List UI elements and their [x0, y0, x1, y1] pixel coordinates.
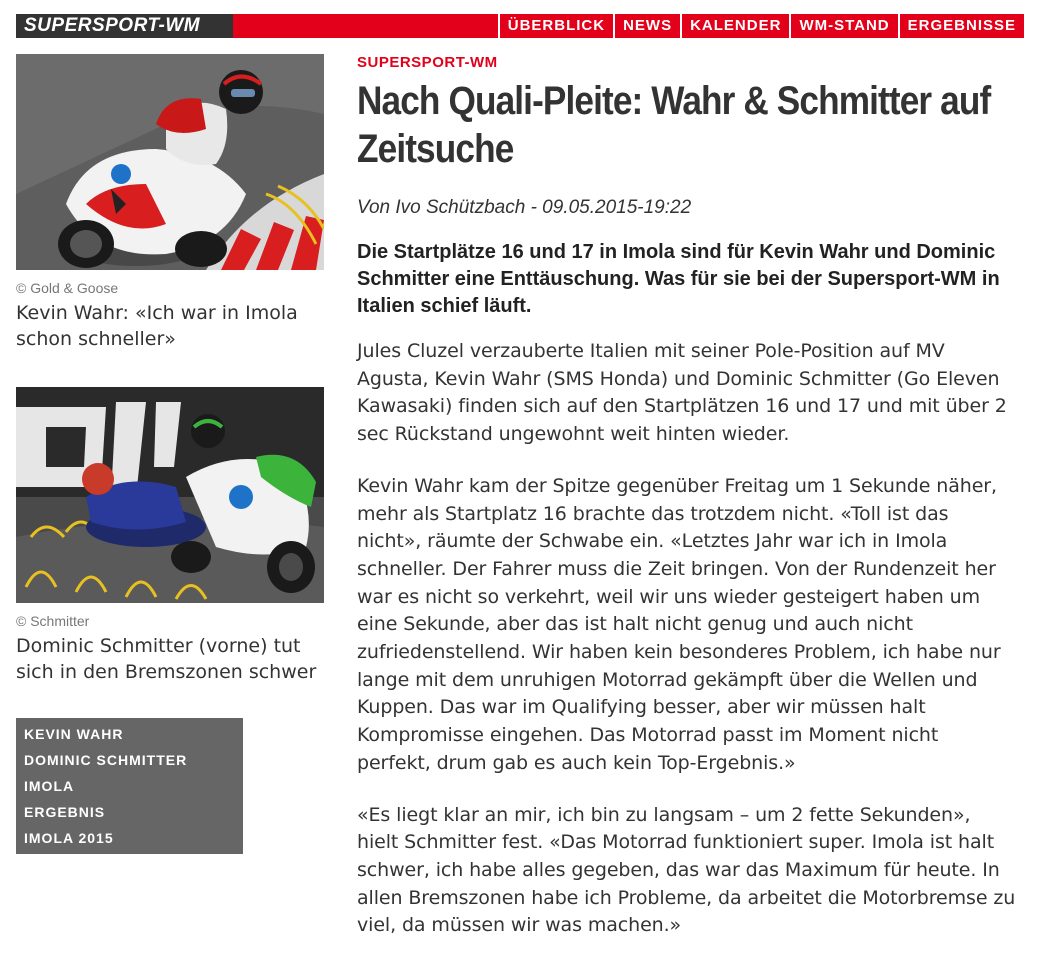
section-label[interactable]: SUPERSPORT-WM	[16, 14, 233, 38]
article-paragraph: «Es liegt klar an mir, ich bin zu langsam – um 2 fette Sekunden», hielt Schmitter fest. «Das Motorrad funktioniert super. Imola ist halt schwer, ich habe alles gegeben, das war das Maximum für heute. In allen Bremszonen habe ich Probleme, da arbeitet die Motorbremse zu viel, da müssen wir was machen.»	[357, 803, 1016, 937]
sidebar	[16, 54, 324, 854]
motorcycle-rider-photo	[16, 54, 324, 270]
article-byline: Von Ivo Schützbach - 09.05.2015-19:22	[357, 197, 692, 218]
top-bar	[16, 14, 1024, 38]
nav-item-wm-stand[interactable]: WM-STAND	[789, 14, 897, 38]
article-kicker[interactable]: SUPERSPORT-WM	[357, 54, 498, 71]
article-headline: Nach Quali-Pleite: Wahr & Schmitter auf Zeitsuche	[357, 79, 991, 171]
photo-credit: © Schmitter	[16, 613, 90, 629]
nav-item-ueberblick[interactable]: ÜBERBLICK	[498, 14, 613, 38]
nav-bar	[233, 14, 1024, 38]
nav-item-kalender[interactable]: KALENDER	[680, 14, 789, 38]
tag-kevin-wahr[interactable]: KEVIN WAHR	[24, 726, 124, 742]
article-lead: Die Startplätze 16 und 17 in Imola sind für Kevin Wahr und Dominic Schmitter eine Enttäuschung. Was für sie bei der Supersport-WM in Italien schief läuft.	[357, 241, 1000, 317]
tag-dominic-schmitter[interactable]: DOMINIC SCHMITTER	[24, 752, 188, 768]
photo-caption: Kevin Wahr: «Ich war in Imola schon schneller»	[16, 302, 298, 350]
article-paragraph: Kevin Wahr kam der Spitze gegenüber Freitag um 1 Sekunde näher, mehr als Startplatz 16 brachte das trotzdem nicht. «Toll ist das nicht», räumte der Schwabe ein. «Letztes Jahr war ich in Imola schneller. Der Fahrer muss die Zeit bringen. Von der Rundenzeit her war es nicht so verkehrt, weil wir uns wieder gesteigert haben um eine Sekunde, aber das ist halt nicht genug und auch nicht zufriedenstellend. Wir haben kein besonderes Problem, ich habe nur lange mit dem unruhigen Motorrad gekämpft über die Wellen und Kuppen. Das war im Qualifying besser, aber wir müssen halt Kompromisse eingehen. Das Motorrad passt im Moment nicht perfekt, drum gab es auch kein Top-Ergebnis.»	[357, 474, 1001, 774]
article-paragraph: Jules Cluzel verzauberte Italien mit seiner Pole-Position auf MV Agusta, Kevin Wahr (SMS Honda) und Dominic Schmitter (Go Eleven Kawasaki) finden sich auf den Startplätzen 16 und 17 und mit über 2 sec Rückstand ungewohnt weit hinten wieder.	[357, 340, 1007, 446]
tag-ergebnis[interactable]: ERGEBNIS	[24, 804, 106, 820]
photo-credit: © Gold & Goose	[16, 280, 119, 296]
nav-item-news[interactable]: NEWS	[613, 14, 680, 38]
tag-imola[interactable]: IMOLA	[24, 778, 75, 794]
photo-kevin-wahr[interactable]	[16, 54, 324, 270]
photo-dominic-schmitter[interactable]	[16, 387, 324, 603]
photo-caption: Dominic Schmitter (vorne) tut sich in den Bremszonen schwer	[16, 635, 317, 683]
section-nav	[498, 14, 1024, 38]
tag-list	[16, 718, 243, 854]
motorcycle-racing-photo	[16, 387, 324, 603]
article	[357, 54, 1017, 940]
nav-item-ergebnisse[interactable]: ERGEBNISSE	[898, 14, 1024, 38]
tag-imola-2015[interactable]: IMOLA 2015	[24, 830, 114, 846]
